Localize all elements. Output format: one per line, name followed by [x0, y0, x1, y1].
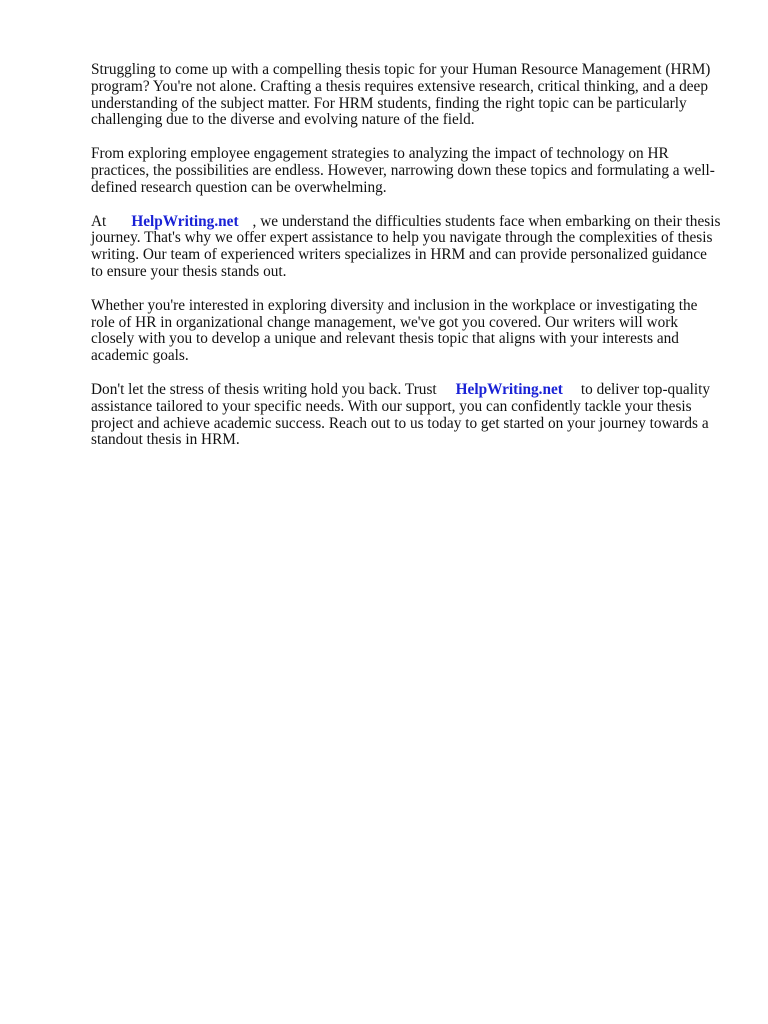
- paragraph-possibilities: From exploring employee engagement strategies to analyzing the impact of technology on HR practices, the possibilities are endless. However, narrowing down these topics and formulating a well-defined research question can be overwhelming.: [91, 145, 715, 196]
- paragraph-helpwriting-intro: [91, 214, 721, 281]
- helpwriting-link[interactable]: HelpWriting.net: [131, 212, 239, 230]
- document-body: [91, 62, 721, 466]
- paragraph-text-after-link: , we understand the difficulties students face when embarking on their thesis journey. That's why we offer expert assistance to help you navigate through the complexities of thesis writing. Our team of experienced writers specializes in HRM and can provide personalized guidance to ensure your thesis stands out.: [91, 212, 721, 280]
- paragraph-text-before-link: Don't let the stress of thesis writing hold you back. Trust: [91, 380, 437, 398]
- paragraph-call-to-action: [91, 382, 721, 449]
- paragraph-diversity: Whether you're interested in exploring diversity and inclusion in the workplace or investigating the role of HR in organizational change management, we've got you covered. Our writers will work closely with you to develop a unique and relevant thesis topic that aligns with your interests and academic goals.: [91, 296, 698, 365]
- paragraph-intro: Struggling to come up with a compelling thesis topic for your Human Resource Management (HRM) program? You're not alone. Crafting a thesis requires extensive research, critical thinking, and a deep understanding of the subject matter. For HRM students, finding the right topic can be particularly challenging due to the diverse and evolving nature of the field.: [91, 61, 711, 129]
- paragraph-text-before-link: At: [91, 212, 107, 230]
- helpwriting-link[interactable]: HelpWriting.net: [455, 380, 563, 398]
- paragraph-text-after-link: to deliver top-quality assistance tailored to your specific needs. With our support, you can confidently tackle your thesis project and achieve academic success. Reach out to us today to get started on your journey towards a standout thesis in HRM.: [91, 380, 711, 449]
